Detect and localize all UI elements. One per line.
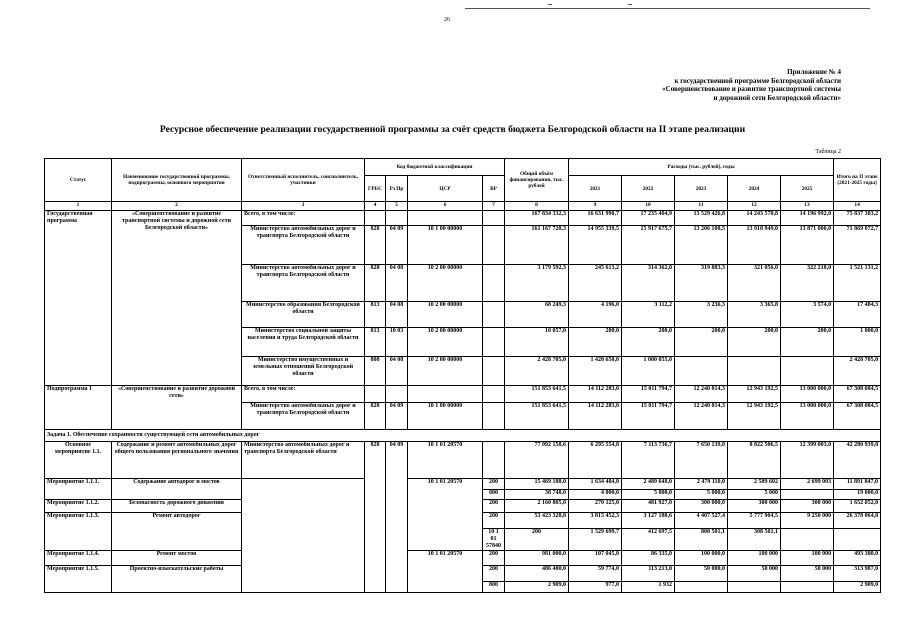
- stage-total-cell: 67 308 084,5: [834, 403, 881, 430]
- year-cell: [781, 529, 834, 551]
- vr-cell: [483, 403, 505, 430]
- year-cell: 59 774,0: [569, 566, 622, 582]
- col-number: 9: [569, 202, 622, 211]
- year-cell: 3 236,3: [675, 302, 728, 328]
- total-cell: 10 057,0: [505, 328, 569, 357]
- year-cell: 5 000,0: [622, 490, 675, 500]
- vr-cell: 800: [483, 490, 505, 500]
- year-cell: 200,0: [622, 328, 675, 357]
- header-csr: ЦСР: [408, 176, 483, 202]
- csr-cell: 10 1 01 20570: [408, 551, 483, 593]
- vr-cell: [483, 442, 505, 479]
- stage-total-cell: 75 837 383,2: [834, 211, 881, 226]
- header-year: 2024: [728, 176, 781, 202]
- vr-cell: [483, 265, 505, 302]
- status-cell: Основное мероприятие 1.1.: [45, 442, 112, 479]
- header-name: Наименование государственной программы, подпрограммы, основного мероприятия: [112, 159, 242, 202]
- year-cell: 8 822 506,5: [728, 442, 781, 479]
- year-cell: 50 000: [781, 566, 834, 582]
- csr-cell: 10 1 01 20570: [408, 479, 483, 551]
- year-cell: [834, 529, 881, 551]
- header-expenses: Расходы (тыс. рублей), годы: [569, 159, 834, 176]
- total-cell: 15 469 188,0: [505, 479, 569, 490]
- scan-mark: [628, 4, 632, 5]
- year-cell: 6 295 554,8: [569, 442, 622, 479]
- year-cell: 314 362,0: [622, 265, 675, 302]
- rzpr-cell: 04 09: [386, 403, 408, 430]
- year-cell: 1 000 055,0: [622, 357, 675, 386]
- task-label: Задача 1. Обеспечение сохранности существующей сети автомобильных дорог: [45, 430, 881, 442]
- vr-cell: 200: [483, 551, 505, 566]
- executor-cell: Министерство имущественных и земельных отношений Белгородской области: [242, 357, 365, 386]
- year-cell: 200,0: [781, 328, 834, 357]
- vr-cell: [483, 211, 505, 226]
- vr-cell: 200: [483, 500, 505, 513]
- vr-cell: 800: [483, 582, 505, 593]
- vr-cell: 200: [483, 513, 505, 529]
- grbs-cell: 828: [365, 442, 386, 479]
- year-cell: 14 955 339,5: [569, 226, 622, 265]
- total-cell: 2 428 705,0: [505, 357, 569, 386]
- table-label: Таблица 2: [815, 149, 841, 155]
- csr-cell: 10 1 01 57840: [483, 529, 505, 551]
- col-number: 6: [408, 202, 483, 211]
- year-cell: 3 815 452,3: [569, 513, 622, 529]
- year-cell: 13 206 108,5: [675, 226, 728, 265]
- year-cell: 4 196,0: [569, 302, 622, 328]
- year-cell: [728, 582, 781, 593]
- year-cell: 808 501,1: [675, 529, 728, 551]
- year-cell: [781, 582, 834, 593]
- total-cell: 1 529 699,7: [569, 529, 622, 551]
- grbs-cell: 828: [365, 265, 386, 302]
- col-number: 2: [112, 202, 242, 211]
- table-row: [45, 386, 881, 403]
- year-cell: 14 112 283,0: [569, 403, 622, 430]
- year-cell: 3 127 180,6: [622, 513, 675, 529]
- stage-total-cell: 11 891 847,0: [834, 479, 881, 490]
- total-cell: 77 092 158,6: [505, 442, 569, 479]
- vr-cell: 200: [505, 529, 569, 551]
- header-year: 2022: [622, 176, 675, 202]
- year-cell: 14 112 283,0: [569, 386, 622, 403]
- stage-total-cell: 17 484,3: [834, 302, 881, 328]
- year-cell: 14 196 992,0: [781, 211, 834, 226]
- total-cell: 2 160 805,0: [505, 500, 569, 513]
- executor-cell: Министерство образования Белгородской области: [242, 302, 365, 328]
- year-cell: 100 000: [781, 551, 834, 566]
- stage-total-cell: 67 308 084,5: [834, 386, 881, 403]
- col-number: 1: [45, 202, 112, 211]
- year-cell: 270 125,0: [569, 500, 622, 513]
- year-cell: 12 240 814,3: [675, 386, 728, 403]
- col-number: 3: [242, 202, 365, 211]
- grbs-cell: 828: [365, 403, 386, 430]
- header-total: Общий объём финансирования, тыс. рублей: [505, 159, 569, 202]
- rzpr-cell: 10 03: [386, 328, 408, 357]
- stage-total-cell: 1 652 052,0: [834, 500, 881, 513]
- vr-cell: 200: [483, 479, 505, 490]
- table-row: [45, 551, 881, 566]
- csr-cell: 10 2 00 00000: [408, 265, 483, 302]
- csr-cell: 10 2 00 00000: [408, 302, 483, 328]
- header-year: 2023: [675, 176, 728, 202]
- csr-cell: 10 1 00 00000: [408, 403, 483, 430]
- header-year: 2021: [569, 176, 622, 202]
- year-cell: 13 529 426,8: [675, 211, 728, 226]
- year-cell: 12 943 192,5: [728, 403, 781, 430]
- header-vr: ВР: [483, 176, 505, 202]
- executor-cell: Министерство автомобильных дорог и транспорта Белгородской области: [242, 265, 365, 302]
- year-cell: 13 000 000,0: [781, 386, 834, 403]
- name-cell: Ремонт автодорог: [112, 513, 242, 551]
- year-cell: 481 927,0: [622, 500, 675, 513]
- status-cell: Мероприятие 1.1.2.: [45, 500, 112, 513]
- col-number: 7: [483, 202, 505, 211]
- year-cell: [728, 357, 781, 386]
- total-cell: 486 480,0: [505, 566, 569, 582]
- year-cell: 4 000,0: [569, 490, 622, 500]
- rzpr-cell: 04 09: [386, 442, 408, 479]
- year-cell: 113 213,0: [622, 566, 675, 582]
- year-cell: 50 000: [728, 566, 781, 582]
- appendix-header: [581, 68, 841, 102]
- col-number: 8: [505, 202, 569, 211]
- year-cell: 86 335,0: [622, 551, 675, 566]
- name-cell: «Совершенствование и развитие дорожной сети»: [112, 386, 242, 430]
- total-cell: 68 249,3: [505, 302, 569, 328]
- name-cell: Безопасность дорожного движения: [112, 500, 242, 513]
- total-cell: 2 909,0: [505, 582, 569, 593]
- vr-cell: [483, 328, 505, 357]
- stage-total-cell: 2 909,0: [834, 582, 881, 593]
- grbs-cell: 828: [365, 226, 386, 265]
- total-cell: 161 167 728,3: [505, 226, 569, 265]
- vr-cell: [483, 302, 505, 328]
- year-cell: 308 501,1: [728, 529, 781, 551]
- year-cell: 412 697,5: [622, 529, 675, 551]
- year-cell: 2 589 602: [728, 479, 781, 490]
- year-cell: [781, 490, 834, 500]
- csr-cell: [408, 211, 483, 226]
- status-cell: Мероприятие 1.1.5.: [45, 566, 112, 593]
- year-cell: 16 631 998,7: [569, 211, 622, 226]
- year-cell: 15 917 675,7: [622, 226, 675, 265]
- executor-cell: Министерство автомобильных дорог и транспорта Белгородской области: [242, 226, 365, 265]
- table-row: [45, 211, 881, 226]
- name-cell: Ремонт мостов: [112, 551, 242, 566]
- appendix-line: и дорожной сети Белгородской области»: [713, 93, 841, 102]
- col-number: 14: [834, 202, 881, 211]
- status-cell: Мероприятие 1.1.3.: [45, 513, 112, 551]
- year-cell: 107 045,0: [569, 551, 622, 566]
- stage-total-cell: 1 000,0: [834, 328, 881, 357]
- col-number: 11: [675, 202, 728, 211]
- stage-total-cell: 2 428 705,0: [834, 357, 881, 386]
- year-cell: 12 399 003,0: [781, 442, 834, 479]
- status-cell: Мероприятие 1.1.4.: [45, 551, 112, 566]
- year-cell: 5 000: [728, 490, 781, 500]
- total-cell: 167 834 332,3: [505, 211, 569, 226]
- header-budget-code: Код бюджетной классификации: [365, 159, 505, 176]
- document-title: Ресурсное обеспечение реализации государственной программы за счёт средств бюджета Белгородской области на II этапе реализации: [159, 124, 746, 135]
- stage-total-cell: 313 987,0: [834, 566, 881, 582]
- col-number: 5: [386, 202, 408, 211]
- total-cell: 151 853 641,5: [505, 403, 569, 430]
- csr-cell: 10 1 01 20570: [408, 442, 483, 479]
- executor-cell: Всего, в том числе:: [242, 211, 365, 226]
- year-cell: 9 250 000: [781, 513, 834, 529]
- year-cell: 2 479 110,0: [675, 479, 728, 490]
- rzpr-cell: 04 09: [386, 226, 408, 265]
- rzpr-cell: 04 08: [386, 357, 408, 386]
- year-cell: 3 574,0: [781, 302, 834, 328]
- rzpr-cell: [386, 211, 408, 226]
- year-cell: 1 634 484,0: [569, 479, 622, 490]
- year-cell: 2 699 003: [781, 479, 834, 490]
- year-cell: 5 777 904,5: [728, 513, 781, 529]
- task-row: [45, 430, 881, 442]
- year-cell: 50 000,0: [675, 566, 728, 582]
- year-cell: 1 932: [622, 582, 675, 593]
- year-cell: 2 489 648,0: [622, 479, 675, 490]
- stage-total-cell: 19 000,0: [834, 490, 881, 500]
- executor-cell: Министерство автомобильных дорог и транспорта Белгородской области: [242, 442, 365, 479]
- year-cell: [675, 357, 728, 386]
- stage-total-cell: 42 280 939,8: [834, 442, 881, 479]
- year-cell: 15 011 794,7: [622, 386, 675, 403]
- vr-cell: [483, 357, 505, 386]
- col-number: 12: [728, 202, 781, 211]
- stage-total-cell: 71 869 072,7: [834, 226, 881, 265]
- year-cell: 200,0: [728, 328, 781, 357]
- col-number: 4: [365, 202, 386, 211]
- year-cell: 14 243 570,8: [728, 211, 781, 226]
- grbs-cell: 813: [365, 328, 386, 357]
- resource-table: [44, 158, 881, 593]
- year-cell: 15 011 794,7: [622, 403, 675, 430]
- year-cell: 7 650 139,8: [675, 442, 728, 479]
- year-cell: 200,0: [569, 328, 622, 357]
- year-cell: [675, 582, 728, 593]
- stage-total-cell: 1 521 131,2: [834, 265, 881, 302]
- name-cell: Содержание автодорог и мостов: [112, 479, 242, 500]
- total-cell: 151 853 641,5: [505, 386, 569, 403]
- name-cell: «Совершенствование и развитие транспортной системы и дорожной сети Белгородской области»: [112, 211, 242, 386]
- table-row: [45, 479, 881, 490]
- year-cell: 13 871 000,0: [781, 226, 834, 265]
- header-stage-total: Итого на II этапе (2021-2025 годы): [834, 159, 881, 202]
- appendix-line: «Совершенствование и развитие транспортной системы: [662, 85, 841, 94]
- year-cell: 7 113 736,7: [622, 442, 675, 479]
- year-cell: 319 883,3: [675, 265, 728, 302]
- total-cell: 981 000,0: [505, 551, 569, 566]
- header-year: 2025: [781, 176, 834, 202]
- year-cell: 321 056,0: [728, 265, 781, 302]
- col-number: 10: [622, 202, 675, 211]
- top-rule: [465, 8, 870, 9]
- rzpr-cell: 04 08: [386, 302, 408, 328]
- header-rzpr: Рз Пр: [386, 176, 408, 202]
- grbs-cell: [365, 479, 386, 593]
- year-cell: 322 218,0: [781, 265, 834, 302]
- rzpr-cell: 04 08: [386, 265, 408, 302]
- year-cell: 100 000,0: [675, 551, 728, 566]
- header-executor: Ответственный исполнитель, соисполнитель, участники: [242, 159, 365, 202]
- rzpr-cell: [386, 386, 408, 403]
- page-number: 26: [444, 17, 450, 23]
- year-cell: 12 943 192,5: [728, 386, 781, 403]
- grbs-cell: 808: [365, 357, 386, 386]
- year-cell: 977,0: [569, 582, 622, 593]
- year-cell: 100 000: [728, 551, 781, 566]
- csr-cell: 10 1 00 00000: [408, 226, 483, 265]
- column-number-row: [45, 202, 881, 211]
- year-cell: [781, 357, 834, 386]
- year-cell: 13 000 000,0: [781, 403, 834, 430]
- year-cell: 5 000,0: [675, 490, 728, 500]
- executor-cell: Всего, в том числе:: [242, 386, 365, 403]
- name-cell: Проектно-изыскательские работы: [112, 566, 242, 593]
- status-cell: Государственная программа: [45, 211, 112, 386]
- year-cell: 1 428 650,0: [569, 357, 622, 386]
- status-cell: Мероприятие 1.1.1.: [45, 479, 112, 500]
- stage-total-cell: 26 378 064,8: [834, 513, 881, 529]
- executor-cell: Министерство автомобильных дорог и транспорта Белгородской области: [242, 403, 365, 430]
- table-row: [45, 442, 881, 479]
- executor-cell: Министерство социальной защиты населения и труда Белгородской области: [242, 328, 365, 357]
- csr-cell: 10 2 00 00000: [408, 357, 483, 386]
- year-cell: 300 000: [728, 500, 781, 513]
- total-cell: 3 179 592,3: [505, 265, 569, 302]
- year-cell: 200,0: [675, 328, 728, 357]
- year-cell: 3 112,2: [622, 302, 675, 328]
- header-row: [45, 159, 881, 176]
- executor-cell: [242, 479, 365, 593]
- grbs-cell: [365, 211, 386, 226]
- year-cell: 300 000: [781, 500, 834, 513]
- appendix-line: Приложение № 4: [787, 68, 841, 76]
- year-cell: 4 407 527,4: [675, 513, 728, 529]
- vr-cell: [483, 226, 505, 265]
- csr-cell: [408, 386, 483, 403]
- appendix-line: к государственной программе Белгородской области: [674, 76, 841, 85]
- status-cell: Подпрограмма 1: [45, 386, 112, 430]
- rzpr-cell: [386, 479, 408, 593]
- year-cell: 17 235 404,9: [622, 211, 675, 226]
- stage-total-cell: 493 380,0: [834, 551, 881, 566]
- name-cell: Содержание и ремонт автомобильных дорог общего пользования регионального значения: [112, 442, 242, 479]
- col-number: 13: [781, 202, 834, 211]
- total-cell: 38 748,0: [505, 490, 569, 500]
- grbs-cell: 813: [365, 302, 386, 328]
- scan-mark: [548, 4, 552, 5]
- header-grbs: ГРБС: [365, 176, 386, 202]
- vr-cell: [483, 386, 505, 403]
- year-cell: 13 918 949,0: [728, 226, 781, 265]
- year-cell: 3 365,8: [728, 302, 781, 328]
- header-status: Статус: [45, 159, 112, 202]
- total-cell: 53 423 328,8: [505, 513, 569, 529]
- grbs-cell: [365, 386, 386, 403]
- year-cell: 12 240 814,3: [675, 403, 728, 430]
- csr-cell: 10 2 00 00000: [408, 328, 483, 357]
- year-cell: 245 613,2: [569, 265, 622, 302]
- vr-cell: 200: [483, 566, 505, 582]
- year-cell: 300 000,0: [675, 500, 728, 513]
